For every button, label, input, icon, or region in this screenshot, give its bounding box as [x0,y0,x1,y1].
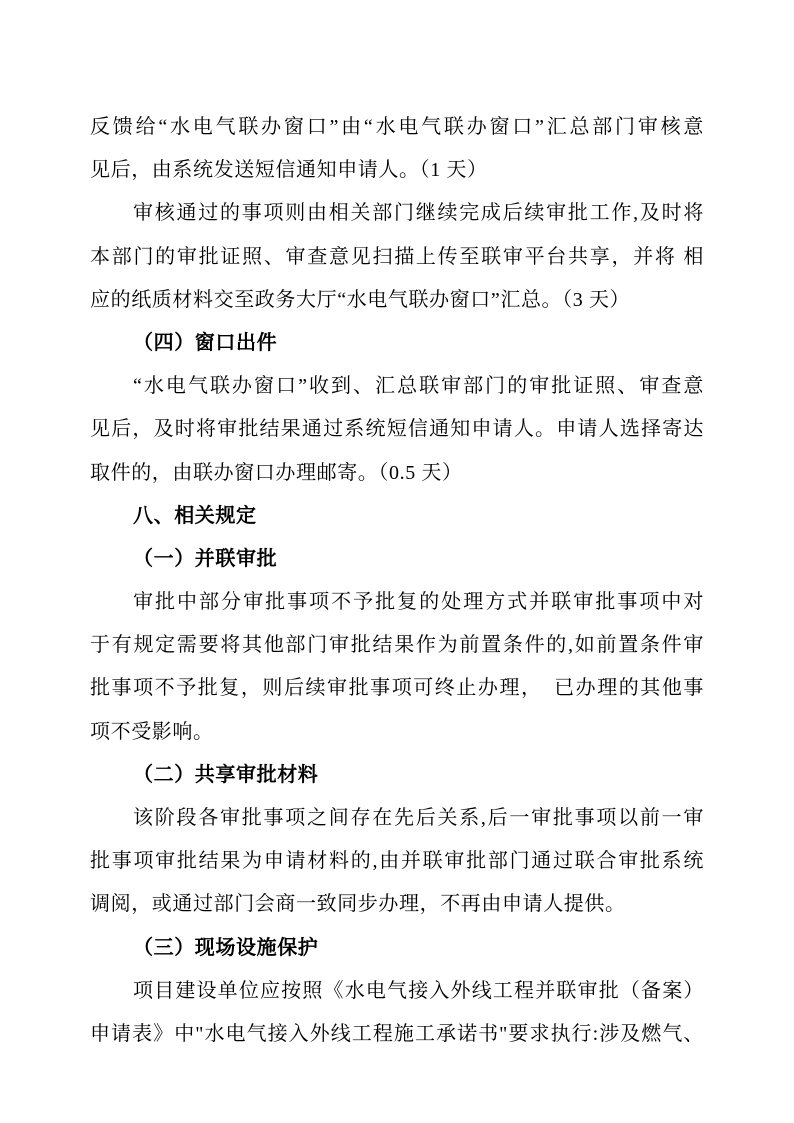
paragraph-line: 项不受影响。 [90,720,214,743]
paragraph-line: 审批中部分审批事项不予批复的处理方式并联审批事项中对 [133,591,704,614]
paragraph-line: 取件的，由联办窗口办理邮寄。（0.5 天） [90,461,463,484]
heading-chapter-8-related-provisions: 八、相关规定 [133,504,257,527]
paragraph-line: 批事项审批结果为申请材料的,由并联审批部门通过联合审批系统 [90,850,704,873]
paragraph-line: 批事项不予批复，则后续审批事项可终止办理， 已办理的其他事 [90,677,704,700]
paragraph-line: “水电气联办窗口”收到、汇总联审部门的审批证照、审查意 [133,375,704,398]
paragraph-line: 见后，及时将审批结果通过系统短信通知申请人。申请人选择寄达 [90,418,704,441]
heading-section-4-window-delivery: （四）窗口出件 [133,331,278,354]
paragraph-line: 本部门的审批证照、审查意见扫描上传至联审平台共享，并将 相 [90,245,704,268]
heading-section-2-shared-approval-materials: （二）共享审批材料 [133,763,319,786]
paragraph-line: 调阅，或通过部门会商一致同步办理，不再由申请人提供。 [90,893,626,916]
paragraph-line: 项目建设单位应按照《水电气接入外线工程并联审批（备案） [133,979,704,1002]
paragraph-line: 见后，由系统发送短信通知申请人。（1 天） [90,159,488,182]
paragraph-line: 于有规定需要将其他部门审批结果作为前置条件的,如前置条件审 [90,634,704,657]
paragraph-line: 审核通过的事项则由相关部门继续完成后续审批工作,及时将 [133,202,704,225]
paragraph-line: 该阶段各审批事项之间存在先后关系,后一审批事项以前一审 [133,807,704,829]
paragraph-line: 申请表》中"水电气接入外线工程施工承诺书"要求执行:涉及燃气、 [90,1022,704,1045]
document-content [90,106,704,1056]
paragraph-line: 反馈给“水电气联办窗口”由“水电气联办窗口”汇总部门审核意 [90,116,704,138]
heading-section-1-parallel-approval: （一）并联审批 [133,547,278,570]
heading-section-3-site-facility-protection: （三）现场设施保护 [133,936,319,959]
paragraph-line: 应的纸质材料交至政务大厅“水电气联办窗口”汇总。（3 天） [90,288,631,311]
